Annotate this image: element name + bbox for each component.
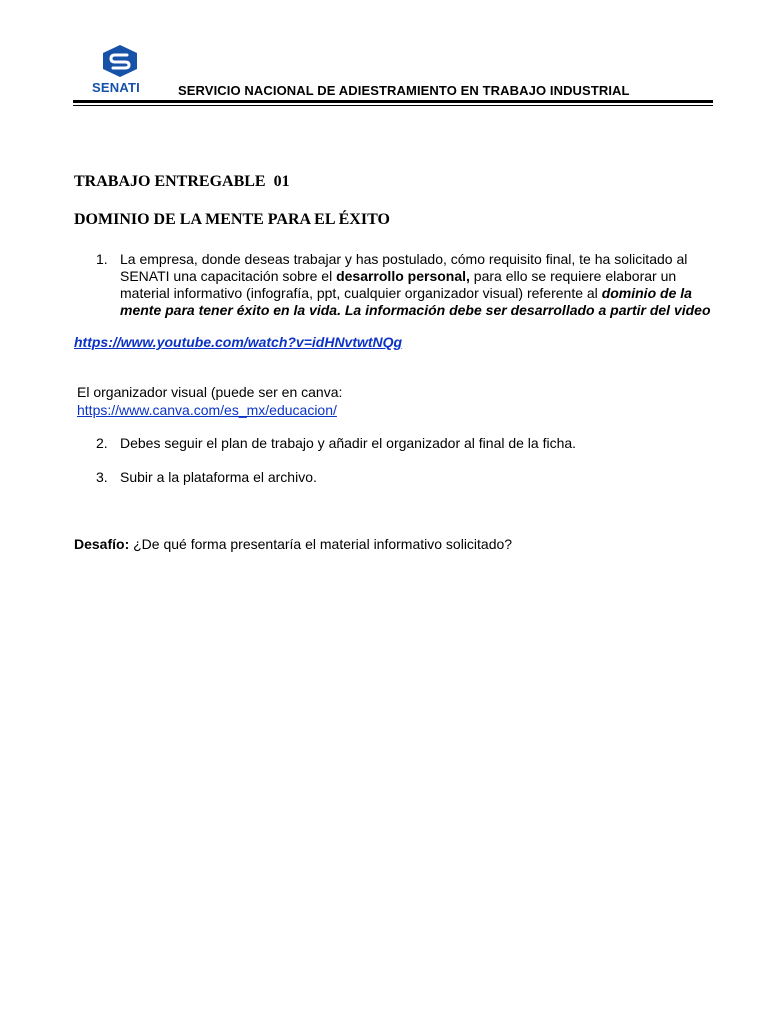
item1-text-b: para ello se requiere elaborar un material informativo (infografía, ppt, cualquier organizador visual) referente al	[120, 268, 677, 301]
list-item-3: Subir a la plataforma el archivo.	[120, 469, 317, 485]
challenge-text: ¿De qué forma presentaría el material informativo solicitado?	[129, 536, 513, 552]
header-rule-thin	[73, 105, 713, 106]
document-title: TRABAJO ENTREGABLE 01	[74, 173, 290, 190]
item1-bold-text: desarrollo personal,	[336, 268, 470, 284]
list-item-2: Debes seguir el plan de trabajo y añadir el organizador al final de la ficha.	[120, 435, 577, 451]
challenge-label: Desafío:	[74, 536, 130, 552]
list-number-3: 3.	[96, 469, 108, 485]
challenge-question	[74, 536, 512, 552]
list-number-1: 1.	[96, 251, 108, 267]
youtube-link[interactable]: https://www.youtube.com/watch?v=idHNvtwtNQg	[74, 334, 403, 350]
org-name: SERVICIO NACIONAL DE ADIESTRAMIENTO EN TRABAJO INDUSTRIAL	[178, 83, 630, 98]
document-subtitle: DOMINIO DE LA MENTE PARA EL ÉXITO	[74, 211, 390, 228]
canva-link[interactable]: https://www.canva.com/es_mx/educacion/	[77, 402, 337, 418]
list-number-2: 2.	[96, 435, 108, 451]
item1-bold-italic-text: dominio de la mente para tener éxito en la vida. La información debe ser desarrollado a partir del video	[120, 285, 711, 318]
header-rule-thick	[73, 100, 713, 103]
logo-text: SENATI	[92, 80, 140, 95]
organizer-text: El organizador visual (puede ser en canva:	[77, 384, 343, 400]
list-item-1	[120, 251, 720, 319]
senati-logo-icon	[100, 44, 140, 78]
item1-text-a: La empresa, donde deseas trabajar y has postulado, cómo requisito final, te ha solicitado al SENATI una capacitación sobre el	[120, 251, 688, 284]
